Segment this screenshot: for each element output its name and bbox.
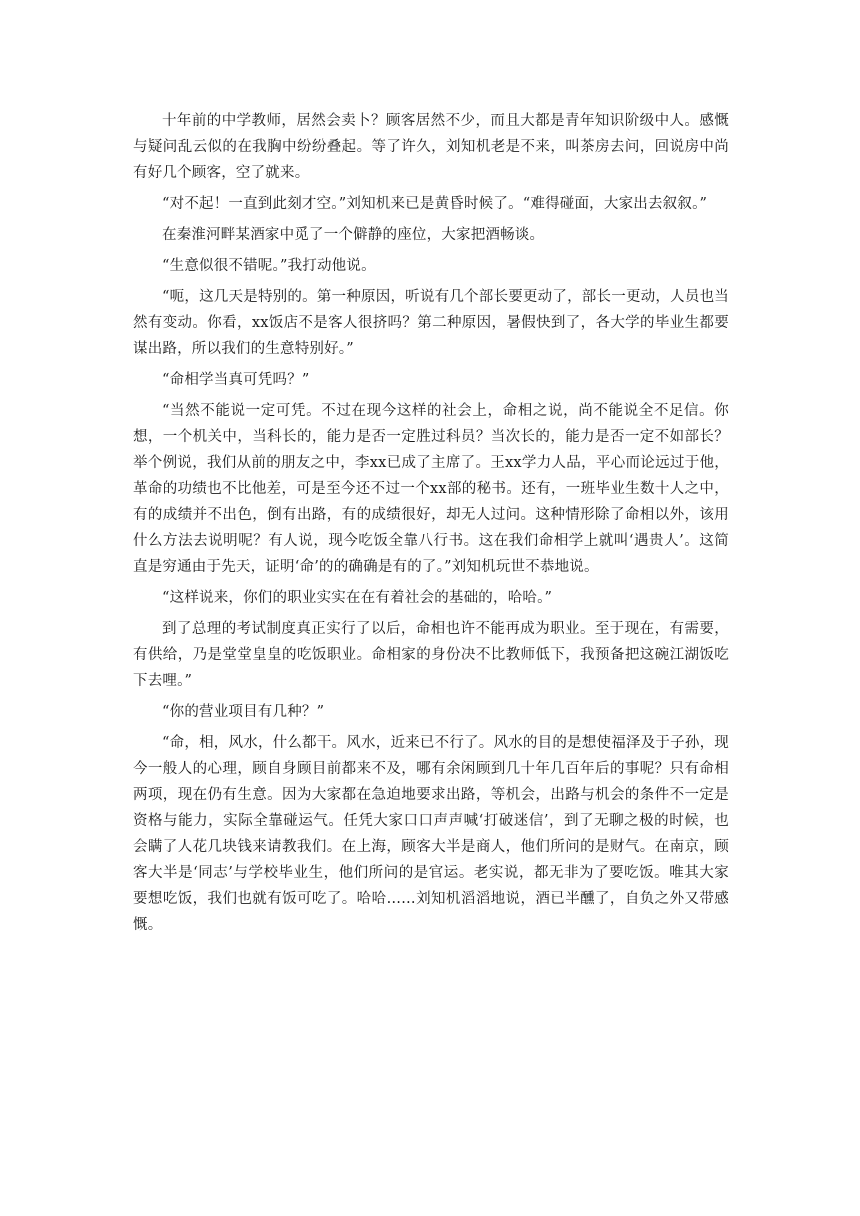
paragraph-7: “当然不能说一定可凭。不过在现今这样的社会上，命相之说，尚不能说全不足信。你想，一个机关中，当科长的，能力是否一定胜过科员？当次长的，能力是否一定不如部长？举个例说，我们从前的朋友之中，李xx已成了主席了。王xx学力人品，平心而论远过于他，革命的功绩也不比他差，可是至今还不过一个xx部的秘书。还有，一班毕业生数十人之中，有的成绩并不出色，倒有出路，有的成绩很好，却无人过问。这种情形除了命相以外，该用什么方法去说明呢？有人说，现今吃饭全靠八行书。这在我们命相学上就叫‘遇贵人’。这简直是穷通由于先天，证明‘命’的的确确是有的了。”刘知机玩世不恭地说。: [133, 403, 729, 575]
paragraph-5: “呃，这几天是特别的。第一种原因，听说有几个部长要更动了，部长一更动，人员也当然有变动。你看，xx饭店不是客人很挤吗？第二种原因，暑假快到了，各大学的毕业生都要谋出路，所以我们的生意特别好。”: [133, 289, 729, 357]
paragraph-3: 在秦淮河畔某酒家中觅了一个僻静的座位，大家把酒畅谈。: [162, 227, 545, 243]
paragraph-9: 到了总理的考试制度真正实行了以后，命相也许不能再成为职业。至于现在，有需要，有供给，乃是堂堂皇皇的吃饭职业。命相家的身份决不比教师低下，我预备把这碗江湖饭吃下去哩。”: [133, 621, 729, 689]
document-body: [133, 108, 729, 943]
paragraph-2: “对不起！一直到此刻才空。”刘知机来已是黄昏时候了。“难得碰面，大家出去叙叙。”: [162, 196, 708, 212]
paragraph-10: “你的营业项目有几种？”: [162, 704, 325, 720]
paragraph-11: “命，相，风水，什么都干。风水，近来已不行了。风水的目的是想使福泽及于子孙，现今一般人的心理，顾自身顾目前都来不及，哪有余闲顾到几十年几百年后的事呢？只有命相两项，现在仍有生意。因为大家都在急迫地要求出路，等机会，出路与机会的条件不一定是资格与能力，实际全靠碰运气。任凭大家口口声声喊‘打破迷信’，到了无聊之极的时候，也会瞒了人花几块钱来请教我们。在上海，顾客大半是商人，他们所问的是财气。在南京，顾客大半是‘同志’与学校毕业生，他们所问的是官运。老实说，都无非为了要吃饭。唯其大家要想吃饭，我们也就有饭可吃了。哈哈……刘知机滔滔地说，酒已半醺了，自负之外又带感慨。: [133, 735, 729, 933]
paragraph-1: 十年前的中学教师，居然会卖卜？顾客居然不少，而且大都是青年知识阶级中人。感慨与疑问乱云似的在我胸中纷纷叠起。等了许久，刘知机老是不来，叫茶房去问，回说房中尚有好几个顾客，空了就来。: [133, 113, 729, 181]
paragraph-8: “这样说来，你们的职业实实在在有着社会的基础的，哈哈。”: [162, 590, 553, 606]
paragraph-4: “生意似很不错呢。”我打动他说。: [162, 258, 376, 274]
paragraph-6: “命相学当真可凭吗？”: [162, 372, 310, 388]
